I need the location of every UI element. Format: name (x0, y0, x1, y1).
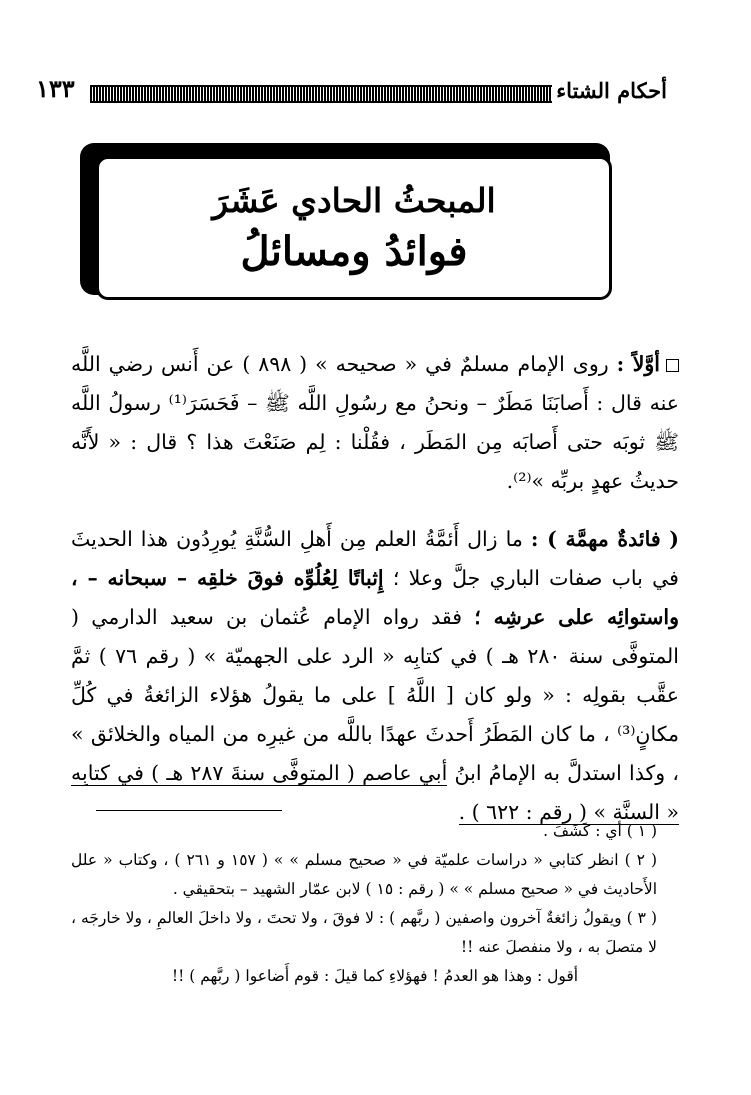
paragraph-label: ( فائدةٌ مهمَّة ) : (530, 527, 679, 551)
underlined-text: أبي عاصم ( المتوفَّى سنةَ ٢٨٧ هـ ) في كتابِه « السنَّة » ( رقم : ٦٢٢ ) . (71, 761, 679, 824)
chapter-subtitle: فوائدُ ومسائلُ (240, 228, 468, 275)
footnote-comment: أقول : وهذا هو العدمُ ! فهؤلاءِ كما قيلَ : قوم أَضاعوا ( ربَّهم ) !! (171, 967, 579, 985)
footnote-separator (96, 810, 282, 811)
page-number: ١٣٣ (36, 74, 75, 103)
footnote-1: ( ١ ) أي : كَشَفَ . (543, 822, 657, 840)
footnotes (71, 817, 679, 991)
square-bullet-icon (666, 359, 679, 372)
footnote-2: ( ٢ ) انظر كتابي « دراسات علميّة في « صحيح مسلم » » ( ١٥٧ و ٢٦١ ) ، وكتاب « علل الأَحاديث في « صحيح مسلم » » ( رقم : ١٥ ) لابن عمّار الشهيد – بتحقيقي . (71, 851, 657, 898)
paragraph-text: فقد رواه الإمام عُثمان بن سعيد الدارمي ( المتوفَّى سنة ٢٨٠ هـ ) في كتابِه « الرد على الجهميّة » ( رقم ٧٦ ) ثمَّ عقَّب بقولِه : « ولو كان [ اللَّهُ ] على ما يقولُ هؤلاء الزائغةُ في كُلِّ مكانٍ⁽³⁾ ، ما كان المَطَرُ أَحدثَ عهدًا باللَّه من غيرِه من المياه والخلائق » ، وكذا استدلَّ به الإمامُ ابنُ (71, 605, 679, 785)
running-title: أحكام الشتاء (556, 78, 667, 103)
paragraph-label: أوَّلاً : (616, 352, 660, 376)
paragraph-first (71, 345, 679, 501)
paragraph-text: روى الإمام مسلمٌ في « صحيحه » ( ٨٩٨ ) عن أَنس رضي اللَّه عنه قال : أَصابَنَا مَطَرٌ – ونحنُ مع رسُولِ اللَّه ﷺ – فَحَسَرَ⁽¹⁾ رسولُ اللَّه ﷺ ثوبَه حتى أَصابَه مِن المَطَر ، فقُلْنا : لِم صَنَعْتَ هذا ؟ قال : « لأَنَّه حديثُ عهدٍ بربِّه »⁽²⁾. (71, 352, 679, 493)
chapter-heading-box (96, 156, 612, 300)
emphasis-text: إِثباتًا لِعُلُوِّه فوقَ خلقِه – سبحانه – ، واستوائِه على عرشِه ؛ (71, 566, 679, 629)
footnote-3: ( ٣ ) ويقولُ زائغةٌ آخرون واصفين ( ربَّهم ) : لا فوقَ ، ولا تحتَ ، ولا داخلَ العالمِ ، ولا خارجَه ، لا متصلَ به ، ولا منفصلَ عنه !! (71, 909, 657, 956)
header-rule (90, 85, 552, 103)
paragraph-benefit (71, 520, 679, 832)
chapter-title: المبحثُ الحادي عَشَرَ (212, 181, 496, 220)
paragraph-text: ما زال أَئمَّةُ العلم مِن أَهلِ السُّنَّةِ يُورِدُون هذا الحديثَ في باب صفات الباري جلَّ وعلا ؛ (71, 527, 679, 590)
